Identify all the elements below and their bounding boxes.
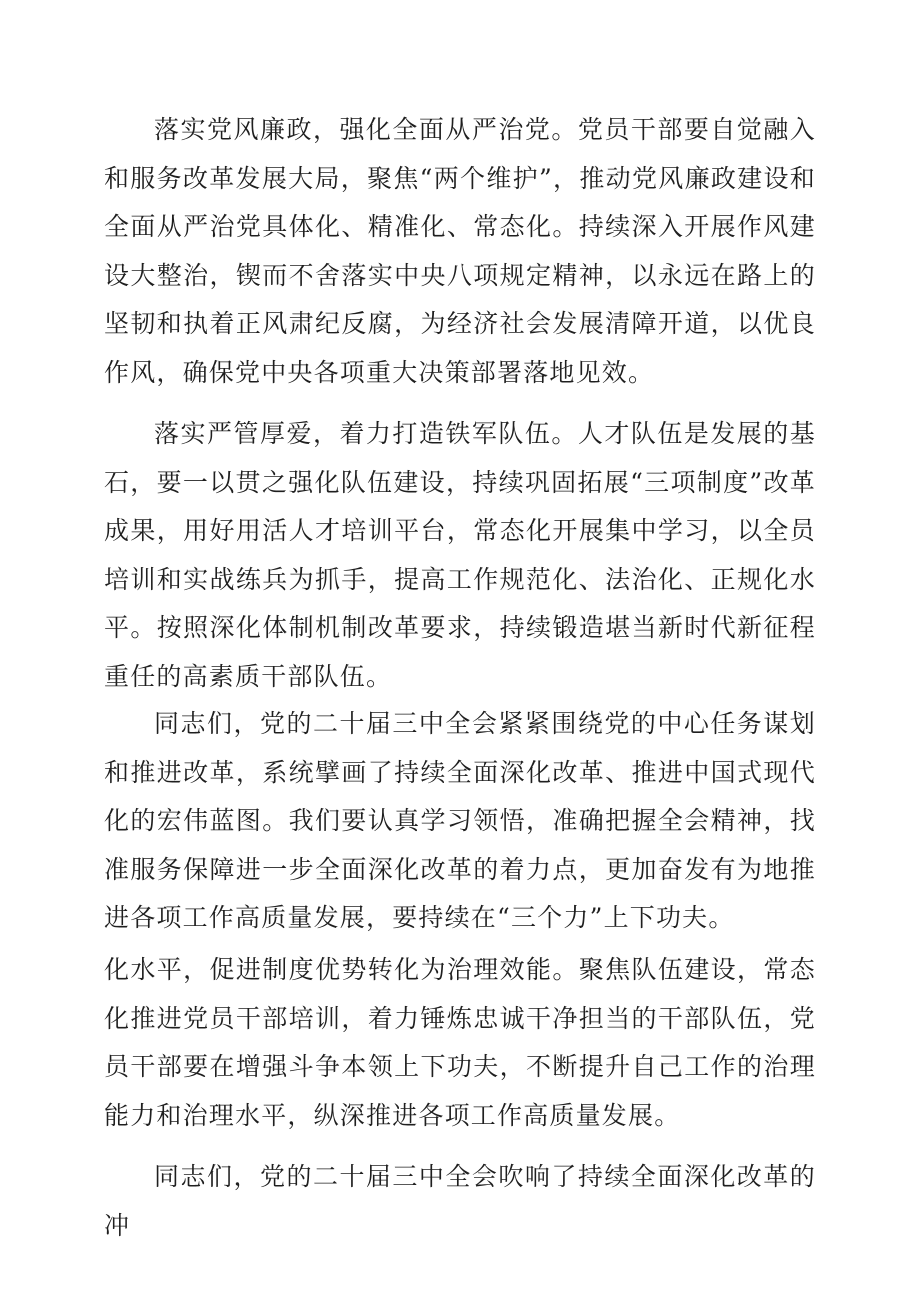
paragraph-closing-fragment: 同志们，党的二十届三中全会吹响了持续全面深化改革的冲 <box>104 1162 816 1240</box>
paragraph-governance-continuation: 化水平，促进制度优势转化为治理效能。聚焦队伍建设，常态化推进党员干部培训，着力锤炼忠诚干净担当的干部队伍，党员干部要在增强斗争本领上下功夫，不断提升自己工作的治理能力和治理水平，纵深推进各项工作高质量发展。 <box>104 955 816 1130</box>
paragraph-plenary-reform: 同志们，党的二十届三中全会紧紧围绕党的中心任务谋划和推进改革，系统擘画了持续全面深化改革、推进中国式现代化的宏伟蓝图。我们要认真学习领悟，准确把握全会精神，找准服务保障进一步全面深化改革的着力点，更加奋发有为地推进各项工作高质量发展，要持续在“三个力”上下功夫。 <box>104 709 816 932</box>
paragraph-party-conduct: 落实党风廉政，强化全面从严治党。党员干部要自觉融入和服务改革发展大局，聚焦“两个维护”，推动党风廉政建设和全面从严治党具体化、精准化、常态化。持续深入开展作风建设大整治，锲而不舍落实中央八项规定精神，以永远在路上的坚韧和执着正风肃纪反腐，为经济社会发展清障开道，以优良作风，确保党中央各项重大决策部署落地见效。 <box>104 115 816 387</box>
paragraph-team-building: 落实严管厚爱，着力打造铁军队伍。人才队伍是发展的基石，要一以贯之强化队伍建设，持续巩固拓展“三项制度”改革成果，用好用活人才培训平台，常态化开展集中学习，以全员培训和实战练兵为抓手，提高工作规范化、法治化、正规化水平。按照深化体制机制改革要求，持续锻造堪当新时代新征程重任的高素质干部队伍。 <box>104 419 816 691</box>
